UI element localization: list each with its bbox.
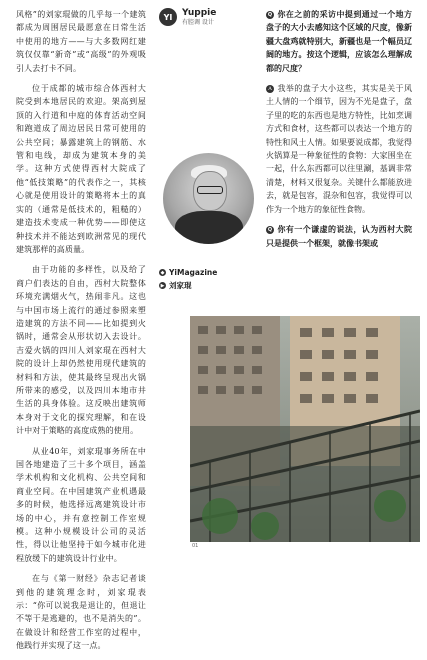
brand-text	[182, 8, 216, 27]
brand-subtitle: 有腔调 设计	[182, 19, 214, 26]
brand-header	[159, 8, 254, 27]
author-portrait	[163, 153, 254, 244]
question-marker-icon: Q	[267, 12, 273, 18]
portrait-glasses	[197, 186, 223, 194]
left-article-column	[16, 8, 146, 660]
right-interview-column	[266, 8, 412, 257]
brand-logo-icon: YI	[159, 8, 177, 26]
article-paragraph: 在与《第一财经》杂志记者谈到他的建筑理念时，刘家琨表示：“你可以说我是退让的，但退让不等于是逃避的，也不是消失的”。在做设计和经营工作室的过程中，他践行并实现了这一点。	[16, 574, 146, 651]
middle-column	[159, 8, 254, 290]
article-paragraph: 从业40年，刘家琨事务所在中国各地建造了三十多个项目，涵盖学术机构和文化机构、公共空间和商业空间。在中国建筑产业机遇最多的时候，他选择远离建筑设计市场的中心，并有意控制工作室规模。这种小规模设计公司的灵活性，得以让他坚持于如今城市化进程放缓下的建筑设计行业中。	[16, 446, 146, 563]
article-paragraph: 位于成都的城市综合体西村大院受到本地居民的欢迎。架高到屋顶的入行道和中庭的体育活动空间和跑道成了周边居民日常可使用的公共空间；暴露建筑上的钢筋、水管和电线，却成为建筑本身的美学。这种方式使得西村大院成了他“低技策略”的代表作之一，其核心就是使用设计的策略将本土的真实的（通常是低技术的，粗糙的）建造技术变成一种优势——即使这种技术并不能达到欧洲常见的现代建筑那样的高质量。	[16, 84, 146, 254]
article-paragraph: 风格”的刘家琨做的几乎每一个建筑都成为周围居民最愿意在日常生活中使用的地方——与大多数网红建筑仅仅靠“新奇”或“高级”的外观吸引人去打卡不同。	[16, 10, 146, 73]
question-marker-icon: Q	[267, 227, 273, 234]
source-icon: ◆	[160, 269, 165, 276]
credit-interviewee-label: 刘家琨	[169, 281, 192, 290]
brand-name: Yuppie	[182, 8, 217, 18]
person-icon: ▶	[160, 282, 165, 289]
credit-source	[159, 268, 254, 277]
credit-source-label: YiMagazine	[169, 268, 218, 277]
portrait-body	[175, 211, 243, 244]
question-text: 你有一个谦虚的说法，认为西村大院只是提供一个框架，就像书架或	[266, 225, 412, 248]
credit-interviewee	[159, 280, 254, 291]
question-text: 你在之前的采访中提到通过一个地方盘子的大小去感知这个区域的尺度，像新疆大盘鸡就特别大，新疆也是一个幅员辽阔的地方。按这个逻辑，应该怎么理解成都的尺度？	[266, 10, 412, 73]
answer-text: 我举的盘子大小这些，其实是关于风土人情的一个细节，因为不光是盘子，盘子里的吃的东西也是地方特性，比如烹调方式和食材，这些都可以表达一个地方的特性和风土人情。如果要说成都，我觉得火锅算是一种象征性的食物：大家围坐在一起，什么东西都可以往里涮，基调非常清楚，材料又很复杂。关键什么都能放进去，就是包容，混杂和包容，我觉得可以作为一个地方的象征性食物。	[266, 84, 412, 214]
answer-marker-icon: A	[266, 85, 274, 93]
interview-question	[266, 223, 412, 250]
article-paragraph: 由于功能的多样性，以及给了商户们表达的自由，西村大院整体环境充满烟火气，热闹非凡。这也与中国市场上流行的通过参照来塑造建筑的方法不同——比如提到火锅时，通常会从形状切入去设计。吉爱火锅的四川人刘家琨在西村大院的设计上却仍然使用现代建筑的材料和方法，使其最终呈现出火锅所带来的感受，以及四川本地市井生活的具身体验。这反映出建筑师本身对于文化的探究理解，和在设计中对于策略的高度成熟的使用。	[16, 265, 146, 436]
building-photo-illustration	[190, 316, 420, 542]
interview-question	[266, 8, 412, 75]
interview-answer	[266, 82, 412, 216]
credits-block	[159, 268, 254, 294]
page-number: 01	[192, 543, 199, 549]
building-photo	[190, 316, 420, 542]
